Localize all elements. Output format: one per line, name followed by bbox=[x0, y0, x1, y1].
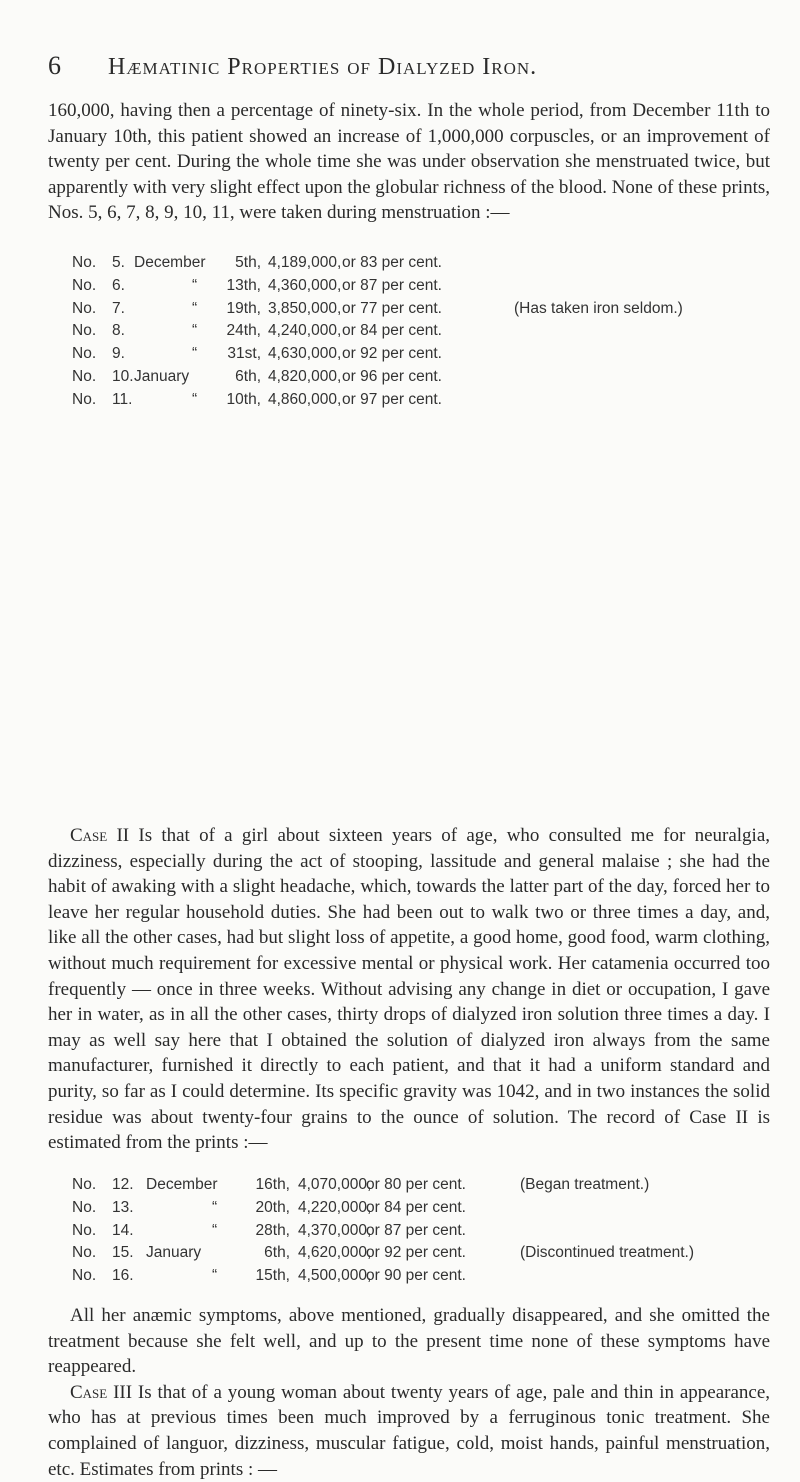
paragraph-case2 bbox=[48, 823, 770, 1156]
table-cell-ditto: “ bbox=[192, 299, 198, 317]
table-cell-day: 10th, bbox=[226, 390, 261, 408]
table-cell-pct: or 90 per cent. bbox=[366, 1267, 466, 1285]
table-cell-num: 12. bbox=[112, 1176, 134, 1193]
table-cell-no: No. bbox=[72, 299, 97, 317]
table-cell-month: December bbox=[134, 254, 206, 271]
running-title: Hæmatinic Properties of Dialyzed Iron. bbox=[108, 54, 538, 80]
table-cell-ditto: “ bbox=[192, 276, 198, 294]
table-cell-num: 11. bbox=[112, 390, 133, 408]
table-cell-no: No. bbox=[72, 345, 97, 363]
table-cell-num: 9. bbox=[112, 345, 125, 363]
table-cell-day: 13th, bbox=[226, 276, 261, 294]
table-cell-count: 4,370,000, bbox=[298, 1221, 372, 1239]
table-cell-num: 15. bbox=[112, 1244, 134, 1262]
table-cell-count: 4,220,000, bbox=[298, 1198, 372, 1216]
table-cell-pct: or 80 per cent. bbox=[366, 1176, 466, 1193]
table-cell-count: 4,820,000, bbox=[268, 367, 342, 385]
table-cell-count: 3,850,000, bbox=[268, 299, 342, 317]
table-cell-ditto: “ bbox=[192, 345, 198, 363]
table-cell-count: 4,240,000, bbox=[268, 322, 342, 340]
table-cell-day: 28th, bbox=[255, 1221, 290, 1239]
table-cell-num: 14. bbox=[112, 1221, 134, 1239]
table-cell-pct: or 97 per cent. bbox=[342, 390, 442, 408]
table-cell-no: No. bbox=[72, 1176, 97, 1193]
paragraph-case3 bbox=[48, 1380, 770, 1482]
table-cell-no: No. bbox=[72, 322, 97, 340]
table-cell-pct: or 87 per cent. bbox=[366, 1221, 466, 1239]
table-cell-day: 20th, bbox=[255, 1198, 290, 1216]
page-number: 6 bbox=[48, 51, 61, 80]
table-cell-ditto: “ bbox=[192, 322, 198, 340]
table-cell-day: 24th, bbox=[226, 322, 261, 340]
table-cell-no: No. bbox=[72, 390, 97, 408]
table-cell-count: 4,860,000, bbox=[268, 390, 342, 408]
paragraph-text: All her anæmic symptoms, above mentioned, gradually disappeared, and she omitted the treatment because she felt well, and up to the present time none of these symptoms have reappeared. bbox=[48, 1305, 770, 1378]
table-cell-pct: or 84 per cent. bbox=[366, 1198, 466, 1216]
table-cell-no: No. bbox=[72, 1267, 97, 1285]
table-cell-ditto: “ bbox=[212, 1221, 218, 1239]
paragraph-text: 160,000, having then a percentage of ninety-six. In the whole period, from December 11th to January 10th, this patient showed an increase of 1,000,000 corpuscles, or an improvement of twenty per cent. During the whole time she was under observation she menstruated twice, but apparently with very slight effect upon the globular richness of the blood. None of these prints, Nos. 5, 6, 7, 8, 9, 10, 11, were taken during menstruation :— bbox=[48, 100, 770, 224]
table-cell-num: 13. bbox=[112, 1198, 134, 1216]
table-cell-num: 10. bbox=[112, 367, 134, 385]
table-cell-count: 4,070,000, bbox=[298, 1176, 372, 1193]
table-cell-pct: or 84 per cent. bbox=[342, 322, 442, 340]
table-cell-no: No. bbox=[72, 1221, 97, 1239]
table-cell-note: (Began treatment.) bbox=[520, 1176, 650, 1193]
case-label: Case III bbox=[70, 1381, 133, 1403]
table-cell-num: 16. bbox=[112, 1267, 134, 1285]
table-cell-num: 7. bbox=[112, 299, 125, 317]
paragraph-case1-summary bbox=[48, 98, 770, 226]
table-cell-count: 4,500,000, bbox=[298, 1267, 372, 1285]
table-cell-ditto: “ bbox=[212, 1267, 218, 1285]
paragraph-text bbox=[48, 823, 770, 1156]
table-cell-month: December bbox=[146, 1176, 218, 1193]
table-cell-pct: or 92 per cent. bbox=[342, 345, 442, 363]
table-cell-ditto: “ bbox=[192, 390, 198, 408]
paragraph-case2-outcome-and-case3 bbox=[48, 1303, 770, 1482]
table-cell-no: No. bbox=[72, 1198, 97, 1216]
table-cell-day: 6th, bbox=[235, 367, 261, 385]
table-cell-num: 8. bbox=[112, 322, 125, 340]
case-text: Is that of a girl about sixteen years of age, who consulted me for neuralgia, dizziness, especially during the act of stooping, lassitude and general malaise ; she had the habit of awaking with a slight headache, which, towards the latter part of the day, forced her to leave her regular household duties. She had been out to walk two or three times a day, and, like all the other cases, had but slight loss of appetite, a good home, good food, warm clothing, without much requirement for excessive mental or physical work. Her catamenia occurred too frequently — once in three weeks. Without advising any change in diet or occupation, I gave her in water, as in all the other cases, thirty drops of dialyzed iron solution three times a day. I may as well say here that I obtained the solution of dialyzed iron always from the same manufacturer, furnished it directly to each patient, and that it had a uniform standard and purity, so far as I could determine. Its specific gravity was 1042, and in two instances the solid residue was about twenty-four grains to the ounce of solution. The record of Case II is estimated from the prints :— bbox=[48, 825, 771, 1154]
table-cell-day: 15th, bbox=[255, 1267, 290, 1285]
running-head bbox=[48, 48, 768, 88]
table-cell-num: 5. bbox=[112, 254, 125, 271]
case-label: Case II bbox=[70, 825, 130, 846]
table-cell-count: 4,360,000, bbox=[268, 276, 342, 294]
table-cell-no: No. bbox=[72, 367, 97, 385]
table-cell-pct: or 77 per cent. bbox=[342, 299, 442, 317]
table-cell-day: 5th, bbox=[235, 254, 261, 271]
table-cell-no: No. bbox=[72, 254, 97, 271]
table-cell-day: 31st, bbox=[227, 345, 261, 363]
table-cell-month: January bbox=[134, 367, 190, 385]
table-cell-note: (Discontinued treatment.) bbox=[520, 1244, 695, 1262]
table-cell-ditto: “ bbox=[212, 1198, 218, 1216]
table-cell-day: 6th, bbox=[264, 1244, 290, 1262]
table-cell-day: 19th, bbox=[226, 299, 261, 317]
table-cell-day: 16th, bbox=[255, 1176, 290, 1193]
table-cell-no: No. bbox=[72, 1244, 97, 1262]
table-cell-month: January bbox=[146, 1244, 202, 1262]
case-text: Is that of a young woman about twenty years of age, pale and thin in appearance, who has at previous times been much improved by a ferruginous tonic treatment. She complained of languor, dizziness, muscular fatigue, cold, moist hands, painful menstruation, etc. Estimates from prints : — bbox=[48, 1381, 770, 1480]
table-cell-pct: or 87 per cent. bbox=[342, 276, 442, 294]
table-cell-num: 6. bbox=[112, 276, 125, 294]
table-cell-count: 4,620,000, bbox=[298, 1244, 372, 1262]
table-cell-pct: or 92 per cent. bbox=[366, 1244, 466, 1262]
table-cell-pct: or 83 per cent. bbox=[342, 254, 442, 271]
table-cell-pct: or 96 per cent. bbox=[342, 367, 442, 385]
table-cell-count: 4,189,000, bbox=[268, 254, 342, 271]
table-cell-no: No. bbox=[72, 276, 97, 294]
table-cell-note: (Has taken iron seldom.) bbox=[514, 299, 683, 317]
table-cell-count: 4,630,000, bbox=[268, 345, 342, 363]
